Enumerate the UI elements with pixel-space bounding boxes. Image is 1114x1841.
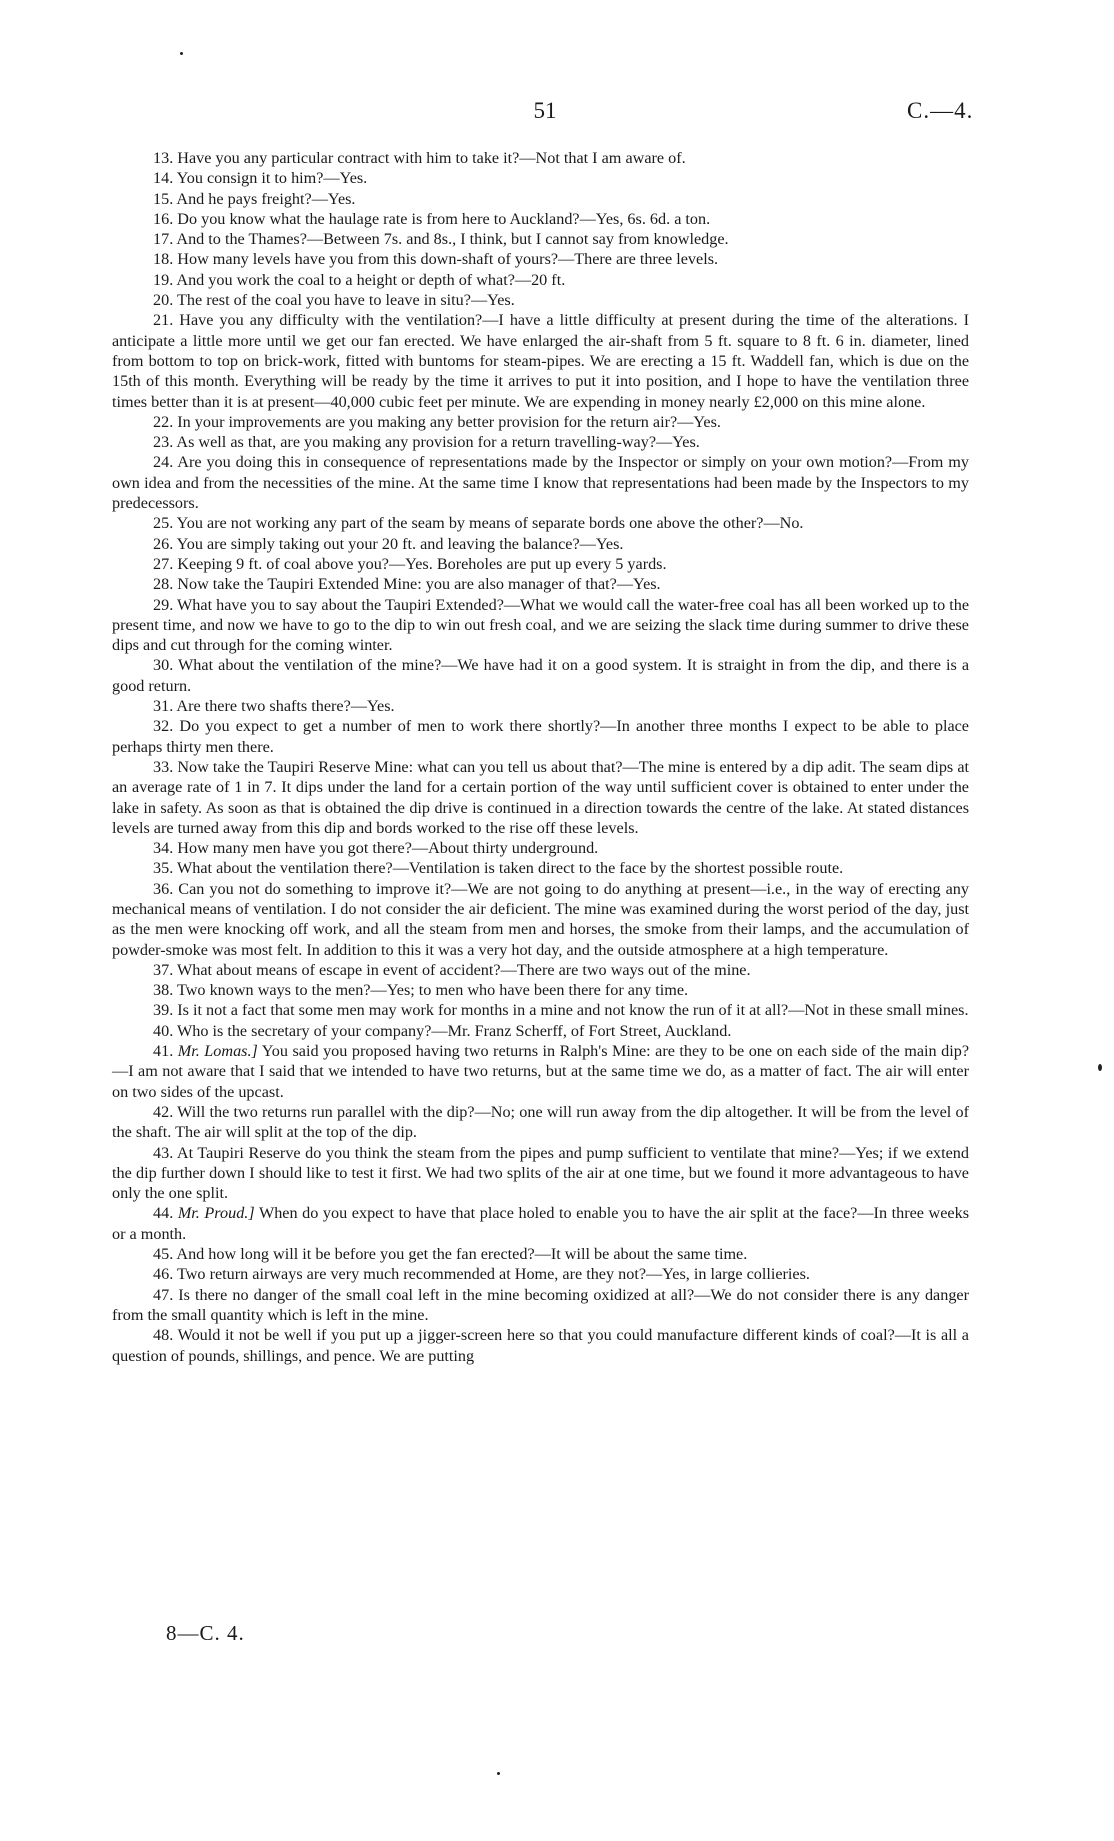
paragraph-text: 16. Do you know what the haulage rate is from here to Auckland?—Yes, 6s. 6d. a ton.: [153, 209, 711, 228]
signature-mark: 8—C. 4.: [166, 1621, 245, 1645]
question-number: 41.: [153, 1042, 178, 1061]
paragraph-text: 30. What about the ventilation of the mine?—We have had it on a good system. It is straight in from the dip, and there is a good return.: [112, 656, 969, 695]
paragraph-text: 36. Can you not do something to improve it?—We are not going to do anything at present—i.e., in the way of erecting any mechanical means of ventilation. I do not consider the air deficient. The mine was examined during the worst period of the day, just as the men were knocking off work, and all the steam from men and horses, the smoke from their lamps, and the accumulation of powder-smoke was most felt. In addition to this it was a very hot day, and the outside atmosphere at a high temperature.: [112, 879, 969, 959]
question-answer-paragraph: [112, 534, 969, 554]
question-answer-paragraph: [112, 1264, 969, 1284]
question-answer-paragraph: [112, 960, 969, 980]
question-answer-paragraph: [112, 1102, 969, 1143]
speck-mark: [497, 1772, 500, 1775]
question-answer-paragraph: [112, 229, 969, 249]
paragraph-text: 15. And he pays freight?—Yes.: [153, 189, 356, 208]
question-answer-paragraph: [112, 1021, 969, 1041]
speaker-name: Mr. Lomas.]: [177, 1042, 258, 1061]
question-answer-paragraph: [112, 716, 969, 757]
paragraph-text: 14. You consign it to him?—Yes.: [153, 169, 368, 188]
paragraph-text: 37. What about means of escape in event of accident?—There are two ways out of the mine.: [153, 960, 751, 979]
paragraph-text: 24. Are you doing this in consequence of representations made by the Inspector or simply on your own motion?—From my own idea and from the necessities of the mine. At the same time I know that representations had been made by the Inspectors to my predecessors.: [112, 453, 969, 513]
document-code: C.—4.: [907, 98, 974, 123]
paragraph-text: 33. Now take the Taupiri Reserve Mine: what can you tell us about that?—The mine is entered by a dip adit. The seam dips at an average rate of 1 in 7. It dips under the land for a certain portion of the way until sufficient cover is obtained to enter under the lake in safety. As soon as that is obtained the dip drive is continued in a direction towards the centre of the lake. At stated distances levels are turned away from this dip and bords worked to the rise off these levels.: [112, 757, 969, 837]
paragraph-text: 25. You are not working any part of the seam by means of separate bords one above the other?—No.: [153, 514, 804, 533]
question-answer-paragraph: [112, 980, 969, 1000]
paragraph-text: 13. Have you any particular contract with him to take it?—Not that I am aware of.: [153, 149, 686, 167]
question-answer-paragraph: [112, 1325, 969, 1366]
paragraph-text: 17. And to the Thames?—Between 7s. and 8s., I think, but I cannot say from knowledge.: [153, 230, 729, 249]
paragraph-text: 42. Will the two returns run parallel with the dip?—No; one will run away from the dip altogether. It will be from the level of the shaft. The air will split at the top of the dip.: [112, 1102, 969, 1142]
question-answer-paragraph: [112, 310, 969, 411]
question-answer-paragraph: [112, 168, 969, 188]
question-answer-paragraph: [112, 757, 969, 838]
paragraph-text: 21. Have you any difficulty with the ventilation?—I have a little difficulty at present during the time of the alterations. I anticipate a little more until we get our fan erected. We have enlarged the air-shaft from 5 ft. square to 8 ft. 6 in. diameter, lined from bottom to top on brick-work, fitted with buntoms for steam-pipes. We are erecting a 15 ft. Waddell fan, which is due on the 15th of this month. Everything will be ready by the time it arrives to put it into position, and I hope to have the ventilation three times better than it is at present—40,000 cubic feet per minute. We are expending in money nearly £2,000 on this mine alone.: [112, 311, 969, 411]
paragraph-text: 38. Two known ways to the men?—Yes; to men who have been there for any time.: [153, 981, 689, 1000]
question-answer-paragraph: [112, 1143, 969, 1204]
paragraph-text: 45. And how long will it be before you get the fan erected?—It will be about the same time.: [153, 1245, 748, 1264]
paragraph-text: 35. What about the ventilation there?—Ventilation is taken direct to the face by the shortest possible route.: [153, 859, 844, 878]
question-answer-paragraph: [112, 595, 969, 656]
paragraph-text: When do you expect to have that place holed to enable you to have the air split at the face?—In three weeks or a month.: [112, 1204, 969, 1243]
paragraph-text: 31. Are there two shafts there?—Yes.: [153, 697, 395, 716]
speaker-name: Mr. Proud.]: [177, 1204, 255, 1223]
paragraph-text: 32. Do you expect to get a number of men to work there shortly?—In another three months I expect to be able to place perhaps thirty men there.: [112, 717, 969, 756]
paragraph-text: 47. Is there no danger of the small coal left in the mine becoming oxidized at all?—We do not consider there is any danger from the small quantity which is left in the mine.: [112, 1285, 969, 1324]
paragraph-text: 46. Two return airways are very much recommended at Home, are they not?—Yes, in large collieries.: [153, 1265, 810, 1284]
paragraph-text: You said you proposed having two returns in Ralph's Mine: are they to be one on each side of the main dip?—I am not aware that I said that we intended to have two returns, but at the same time we do, as a matter of fact. The air will enter on two sides of the upcast.: [112, 1042, 970, 1101]
paragraph-text: 39. Is it not a fact that some men may work for months in a mine and not know the run of it at all?—Not in these small mines.: [153, 1001, 969, 1020]
question-answer-paragraph: [112, 1244, 969, 1264]
question-answer-paragraph: [112, 1285, 969, 1326]
paragraph-text: 23. As well as that, are you making any provision for a return travelling-way?—Yes.: [153, 433, 700, 452]
question-answer-paragraph: [112, 696, 969, 716]
paragraph-text: 18. How many levels have you from this down-shaft of yours?—There are three levels.: [153, 250, 719, 269]
question-answer-paragraph: [112, 513, 969, 533]
paragraph-text: 43. At Taupiri Reserve do you think the steam from the pipes and pump sufficient to ventilate that mine?—Yes; if we extend the dip further down I should like to test it first. We had two splits of the air at one time, but we found it more advantageous to have only the one split.: [112, 1143, 969, 1203]
question-answer-paragraph: [112, 1000, 969, 1020]
question-answer-paragraph: [112, 249, 969, 269]
paragraph-text: 20. The rest of the coal you have to leave in situ?—Yes.: [153, 291, 515, 310]
question-answer-paragraph: [112, 858, 969, 878]
paragraph-text: 19. And you work the coal to a height or depth of what?—20 ft.: [153, 270, 566, 289]
paragraph-text: 34. How many men have you got there?—About thirty underground.: [153, 839, 599, 858]
question-answer-paragraph: [112, 189, 969, 209]
page-number: 51: [533, 98, 557, 123]
question-answer-paragraph: [112, 148, 969, 168]
paragraph-text: 40. Who is the secretary of your company?—Mr. Franz Scherff, of Fort Street, Auckland.: [153, 1021, 732, 1040]
paragraph-text: 26. You are simply taking out your 20 ft. and leaving the balance?—Yes.: [153, 534, 624, 553]
question-answer-paragraph: [112, 554, 969, 574]
question-number: 44.: [153, 1204, 178, 1223]
speck-mark: [1098, 1064, 1102, 1071]
question-answer-paragraph: [112, 1203, 969, 1244]
question-answer-paragraph: [112, 838, 969, 858]
paragraph-text: 48. Would it not be well if you put up a jigger-screen here so that you could manufacture different kinds of coal?—It is all a question of pounds, shillings, and pence. We are putting: [112, 1326, 969, 1365]
question-answer-paragraph: [112, 574, 969, 594]
question-answer-paragraph: [112, 452, 969, 513]
paragraph-text: 22. In your improvements are you making any better provision for the return air?—Yes.: [153, 412, 721, 431]
paragraph-text: 29. What have you to say about the Taupiri Extended?—What we would call the water-free coal has all been worked up to the present time, and now we have to go to the dip to win out fresh coal, and we are seizing the slack time during summer to drive these dips and cut through for the coming winter.: [112, 595, 969, 655]
question-answer-paragraph: [112, 432, 969, 452]
question-answer-paragraph: [112, 270, 969, 290]
paragraph-text: 27. Keeping 9 ft. of coal above you?—Yes. Boreholes are put up every 5 yards.: [153, 554, 667, 573]
document-body: [112, 148, 969, 1366]
question-answer-paragraph: [112, 879, 969, 960]
question-answer-paragraph: [112, 655, 969, 696]
question-answer-paragraph: [112, 290, 969, 310]
question-answer-paragraph: [112, 412, 969, 432]
speck-mark: [180, 52, 183, 55]
question-answer-paragraph: [112, 209, 969, 229]
paragraph-text: 28. Now take the Taupiri Extended Mine: you are also manager of that?—Yes.: [153, 575, 661, 594]
question-answer-paragraph: [112, 1041, 969, 1102]
